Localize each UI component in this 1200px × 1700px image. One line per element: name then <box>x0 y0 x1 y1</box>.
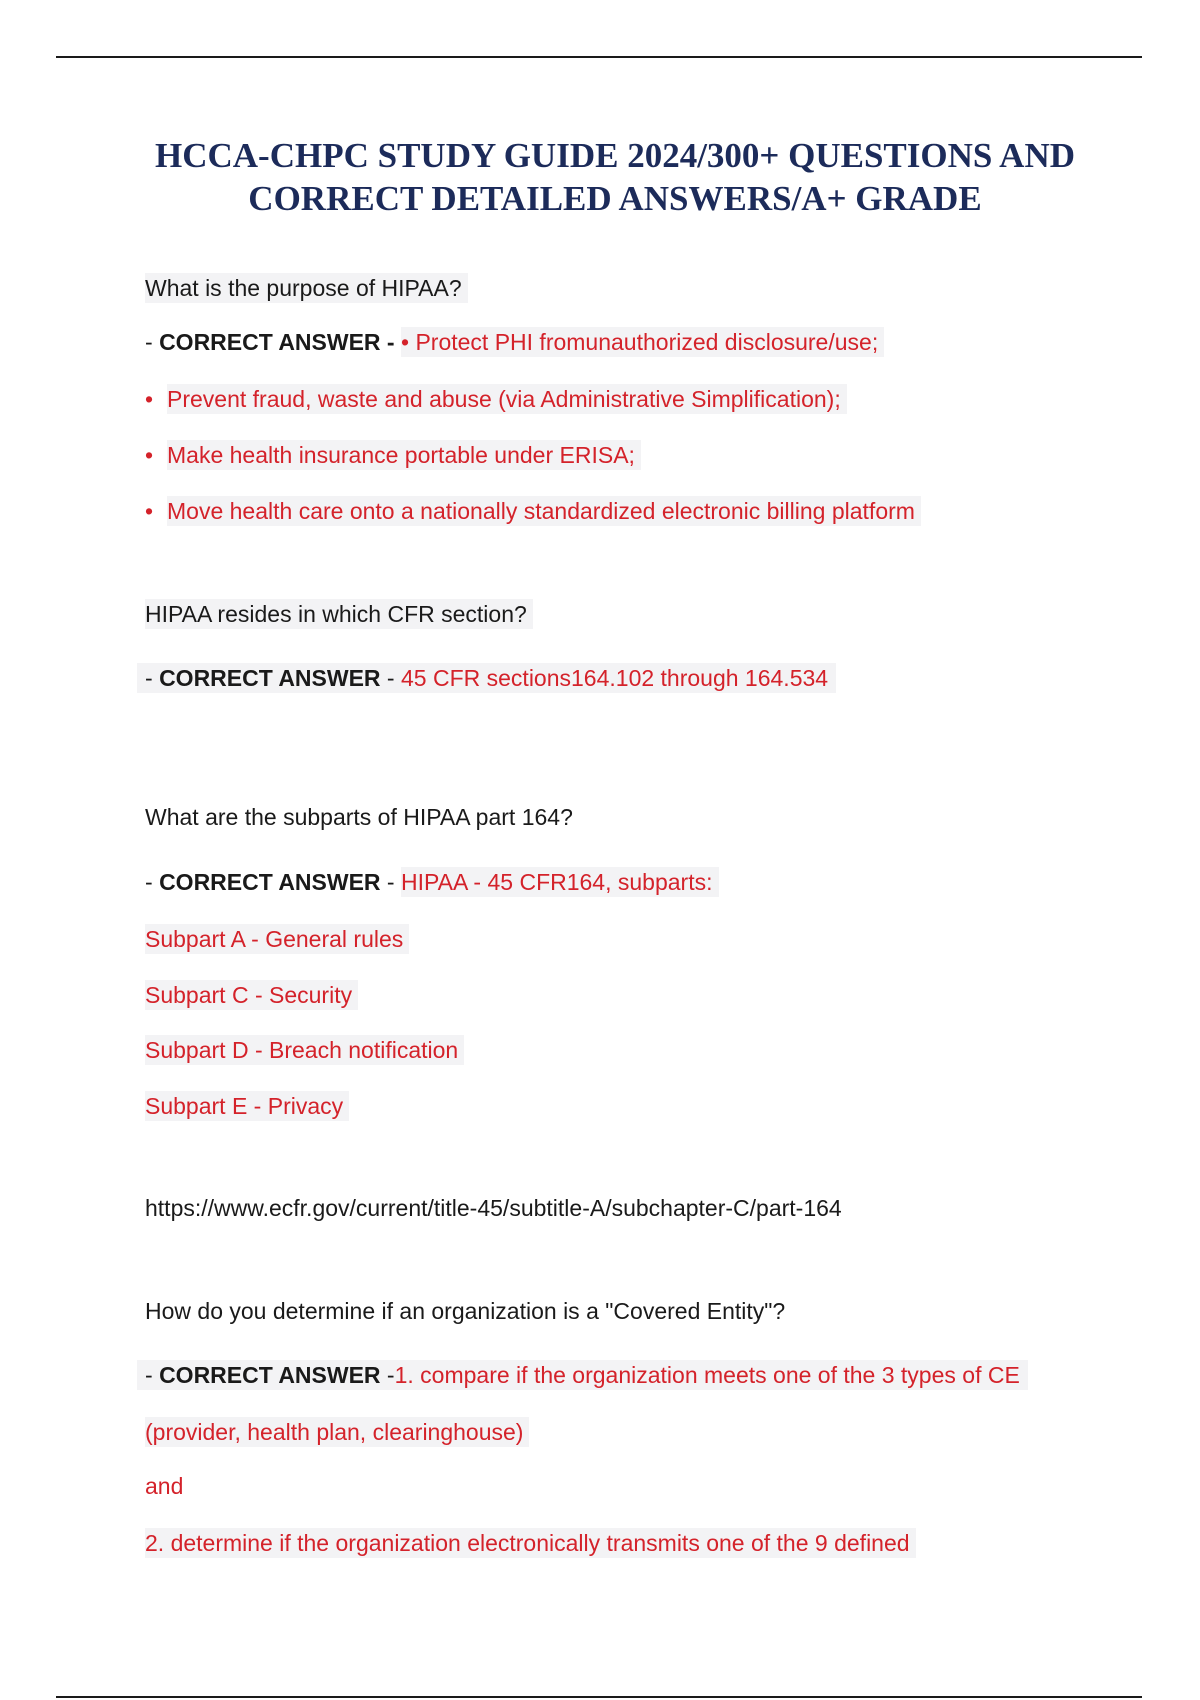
answer-line: Subpart D - Breach notification <box>145 1035 464 1065</box>
answer-separator: - <box>380 665 401 691</box>
question-1 <box>145 273 468 303</box>
answer-3-line-2 <box>145 980 358 1010</box>
bullet-text: Prevent fraud, waste and abuse (via Administrative Simplification); <box>167 384 847 414</box>
bottom-rule <box>56 1696 1142 1698</box>
bullet-icon: • <box>145 442 154 468</box>
reference-link[interactable] <box>145 1193 842 1223</box>
answer-label: CORRECT ANSWER <box>159 329 381 355</box>
answer-separator: - <box>380 329 401 355</box>
answer-label: CORRECT ANSWER <box>159 1362 381 1388</box>
bullet-icon: • <box>145 386 154 412</box>
question-text: What is the purpose of HIPAA? <box>145 273 468 303</box>
answer-label: CORRECT ANSWER <box>159 665 381 691</box>
answer-line: 2. determine if the organization electronically transmits one of the 9 defined <box>145 1528 916 1558</box>
answer-text: HIPAA - 45 CFR164, subparts: <box>401 867 719 897</box>
document-title <box>80 134 1150 220</box>
title-line-1: HCCA-CHPC STUDY GUIDE 2024/300+ QUESTIONS AND <box>155 136 1075 175</box>
answer-separator: - <box>380 1362 395 1388</box>
answer-2 <box>145 663 836 693</box>
answer-3-line-1 <box>145 924 409 954</box>
answer-4-line-3 <box>145 1528 916 1558</box>
answer-3-line-4 <box>145 1091 349 1121</box>
answer-line: Subpart A - General rules <box>145 924 409 954</box>
answer-line: and <box>145 1473 184 1499</box>
title-line-2: CORRECT DETAILED ANSWERS/A+ GRADE <box>248 179 982 218</box>
answer-text: 1. compare if the organization meets one of the 3 types of CE <box>394 1362 1020 1388</box>
top-rule <box>56 56 1142 58</box>
answer-text: • Protect PHI fromunauthorized disclosure/use; <box>401 327 884 357</box>
answer-4 <box>145 1360 1028 1390</box>
reference-link-text[interactable]: https://www.ecfr.gov/current/title-45/subtitle-A/subchapter-C/part-164 <box>145 1195 842 1221</box>
answer-dash: - <box>145 869 160 895</box>
answer-3 <box>145 867 719 897</box>
question-text: How do you determine if an organization is a "Covered Entity"? <box>145 1298 786 1324</box>
answer-3-line-3 <box>145 1035 464 1065</box>
answer-separator: - <box>380 869 401 895</box>
answer-4-line-1 <box>145 1417 529 1447</box>
answer-dash: - <box>145 329 160 355</box>
answer-1-bullet-1 <box>145 384 847 414</box>
answer-line: Subpart E - Privacy <box>145 1091 349 1121</box>
answer-text: 45 CFR sections164.102 through 164.534 <box>401 665 829 691</box>
bullet-text: Make health insurance portable under ERISA; <box>167 440 641 470</box>
answer-1-bullet-3 <box>145 496 921 526</box>
answer-label: CORRECT ANSWER <box>159 869 381 895</box>
question-text: What are the subparts of HIPAA part 164? <box>145 804 573 830</box>
answer-4-line-2 <box>145 1471 183 1501</box>
question-4 <box>145 1296 785 1326</box>
question-3 <box>145 802 573 832</box>
answer-dash: - <box>145 1362 160 1388</box>
answer-1 <box>145 327 884 357</box>
answer-1-bullet-2 <box>145 440 641 470</box>
question-text: HIPAA resides in which CFR section? <box>145 599 533 629</box>
bullet-icon: • <box>145 498 154 524</box>
answer-line: (provider, health plan, clearinghouse) <box>145 1417 529 1447</box>
bullet-text: Move health care onto a nationally standardized electronic billing platform <box>167 496 921 526</box>
answer-line: Subpart C - Security <box>145 980 358 1010</box>
question-2 <box>145 599 533 629</box>
answer-dash: - <box>145 665 160 691</box>
